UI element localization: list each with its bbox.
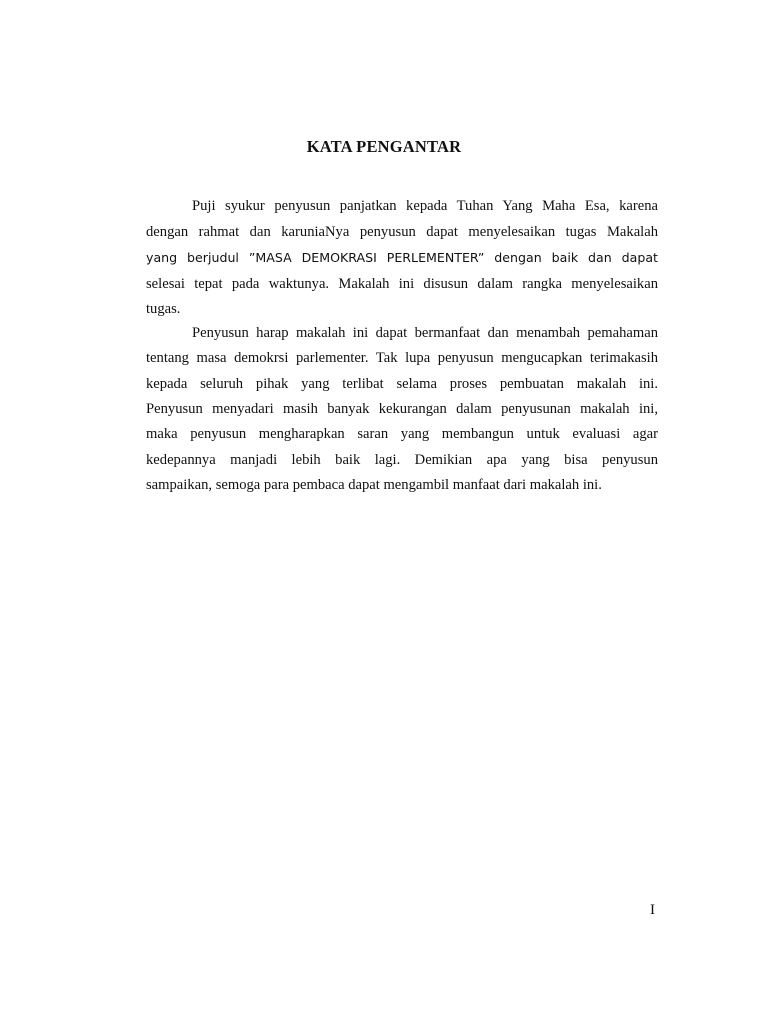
text-line: dengan rahmat dan karuniaNya penyusun dapat menyelesaikan tugas Makalah: [146, 224, 658, 240]
page-number: I: [650, 902, 655, 918]
text-line: Penyusun harap makalah ini dapat bermanfaat dan menambah pemahaman: [192, 325, 658, 341]
text-line: yang berjudul ”MASA DEMOKRASI PERLEMENTER” dengan baik dan dapat: [146, 250, 658, 265]
text-line: sampaikan, semoga para pembaca dapat mengambil manfaat dari makalah ini.: [146, 477, 602, 493]
text-line: kepada seluruh pihak yang terlibat selama proses pembuatan makalah ini.: [146, 376, 658, 392]
text-line: tentang masa demokrsi parlementer. Tak lupa penyusun mengucapkan terimakasih: [146, 350, 658, 366]
text-line: tugas.: [146, 301, 181, 317]
text-line: maka penyusun mengharapkan saran yang membangun untuk evaluasi agar: [146, 426, 658, 442]
text-line: Puji syukur penyusun panjatkan kepada Tuhan Yang Maha Esa, karena: [192, 198, 658, 214]
text-line: kedepannya manjadi lebih baik lagi. Demikian apa yang bisa penyusun: [146, 452, 658, 468]
text-line: selesai tepat pada waktunya. Makalah ini disusun dalam rangka menyelesaikan: [146, 276, 658, 292]
text-line: Penyusun menyadari masih banyak kekurangan dalam penyusunan makalah ini,: [146, 401, 658, 417]
page-title: KATA PENGANTAR: [306, 137, 462, 156]
